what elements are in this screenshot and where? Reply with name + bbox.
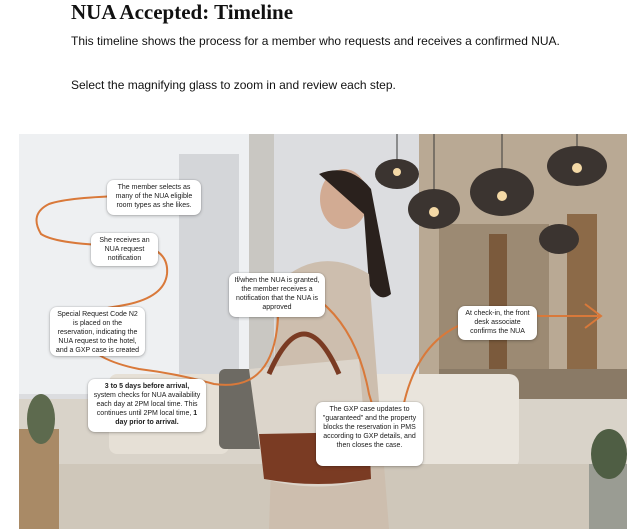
step-gxp-guaranteed-text: The GXP case updates to "guaranteed" and the property blocks the reservation in PMS according to GXP details, and then closes the case. — [322, 406, 417, 449]
step-special-request-code-text: Special Request Code N2 is placed on the reservation, indicating the NUA request to the hotel, and a GXP case is created — [55, 311, 140, 354]
intro-text: This timeline shows the process for a member who requests and receives a confirmed NUA. — [71, 34, 560, 48]
step-special-request-code-callout[interactable] — [50, 307, 145, 356]
step-availability-check-callout[interactable] — [88, 379, 206, 432]
step-nua-granted-callout[interactable] — [229, 273, 325, 317]
step-select-rooms-text: The member selects as many of the NUA eligible room types as she likes. — [115, 184, 193, 209]
step-request-notification-text: She receives an NUA request notification — [99, 237, 150, 262]
step-check-in-callout[interactable] — [458, 306, 537, 340]
instruction-text: Select the magnifying glass to zoom in and review each step. — [71, 78, 396, 92]
step-availability-bold-end: 1 day prior to arrival. — [115, 410, 198, 426]
step-gxp-guaranteed-callout[interactable] — [316, 402, 423, 466]
step-availability-body: system checks for NUA availability each day at 2PM local time. This continues until 2PM local time, — [93, 392, 201, 417]
step-select-rooms-callout[interactable] — [107, 180, 201, 215]
step-request-notification-callout[interactable] — [91, 233, 158, 266]
step-nua-granted-text: If/when the NUA is granted, the member receives a notification that the NUA is approved — [234, 277, 320, 311]
step-check-in-text: At check-in, the front desk associate confirms the NUA — [465, 310, 530, 335]
step-availability-bold-start: 3 to 5 days before arrival, — [104, 383, 190, 390]
page-title: NUA Accepted: Timeline — [71, 0, 294, 24]
timeline-photo — [19, 134, 627, 529]
step-availability-check-text — [94, 383, 201, 426]
